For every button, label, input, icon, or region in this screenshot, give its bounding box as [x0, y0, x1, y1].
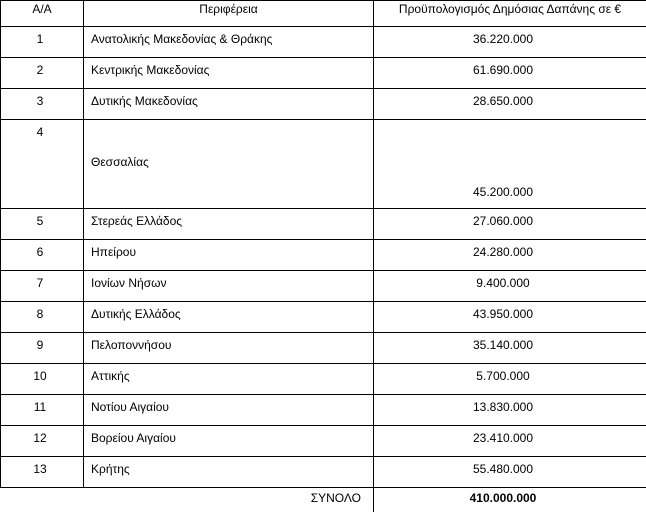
budget-value: 55.480.000 — [374, 457, 646, 488]
row-number: 10 — [1, 364, 84, 395]
region-name: Πελοποννήσου — [84, 333, 374, 364]
row-number: 6 — [1, 240, 84, 271]
total-row — [1, 488, 646, 512]
row-number: 5 — [1, 209, 84, 240]
table-row — [1, 120, 646, 209]
budget-value: 28.650.000 — [374, 89, 646, 120]
region-name: Νοτίου Αιγαίου — [84, 395, 374, 426]
total-label: ΣΥΝΟΛΟ — [84, 488, 374, 512]
table-row — [1, 271, 646, 302]
table-row — [1, 209, 646, 240]
table-row — [1, 333, 646, 364]
table-row — [1, 89, 646, 120]
table-row — [1, 457, 646, 488]
table-row — [1, 240, 646, 271]
row-number: 7 — [1, 271, 84, 302]
row-number: 8 — [1, 302, 84, 333]
budget-value: 36.220.000 — [374, 27, 646, 58]
budget-value: 27.060.000 — [374, 209, 646, 240]
header-region: Περιφέρεια — [84, 1, 374, 27]
region-name: Δυτικής Μακεδονίας — [84, 89, 374, 120]
total-value: 410.000.000 — [374, 488, 646, 512]
budget-value: 5.700.000 — [374, 364, 646, 395]
row-number: 2 — [1, 58, 84, 89]
region-name: Ιονίων Νήσων — [84, 271, 374, 302]
budget-value: 13.830.000 — [374, 395, 646, 426]
budget-value: 23.410.000 — [374, 426, 646, 457]
table-row — [1, 27, 646, 58]
region-name: Ηπείρου — [84, 240, 374, 271]
row-number: 3 — [1, 89, 84, 120]
budget-value: 9.400.000 — [374, 271, 646, 302]
table-row — [1, 395, 646, 426]
header-budget: Προϋπολογισμός Δημόσιας Δαπάνης σε € — [374, 1, 646, 27]
row-number: 11 — [1, 395, 84, 426]
region-name: Θεσσαλίας — [84, 120, 374, 209]
budget-value: 61.690.000 — [374, 58, 646, 89]
total-blank-cell — [1, 488, 84, 512]
header-aa: Α/Α — [1, 1, 84, 27]
budget-value: 43.950.000 — [374, 302, 646, 333]
row-number: 4 — [1, 120, 84, 209]
table-row — [1, 58, 646, 89]
region-name: Κεντρικής Μακεδονίας — [84, 58, 374, 89]
row-number: 1 — [1, 27, 84, 58]
budget-value: 24.280.000 — [374, 240, 646, 271]
table-header-row — [1, 1, 646, 27]
region-name: Βορείου Αιγαίου — [84, 426, 374, 457]
row-number: 9 — [1, 333, 84, 364]
region-name: Ανατολικής Μακεδονίας & Θράκης — [84, 27, 374, 58]
row-number: 13 — [1, 457, 84, 488]
region-name: Κρήτης — [84, 457, 374, 488]
table-row — [1, 426, 646, 457]
table-row — [1, 302, 646, 333]
region-name: Δυτικής Ελλάδος — [84, 302, 374, 333]
row-number: 12 — [1, 426, 84, 457]
table-row — [1, 364, 646, 395]
budget-value: 45.200.000 — [374, 120, 646, 209]
budget-value: 35.140.000 — [374, 333, 646, 364]
region-name: Αττικής — [84, 364, 374, 395]
region-name: Στερεάς Ελλάδος — [84, 209, 374, 240]
